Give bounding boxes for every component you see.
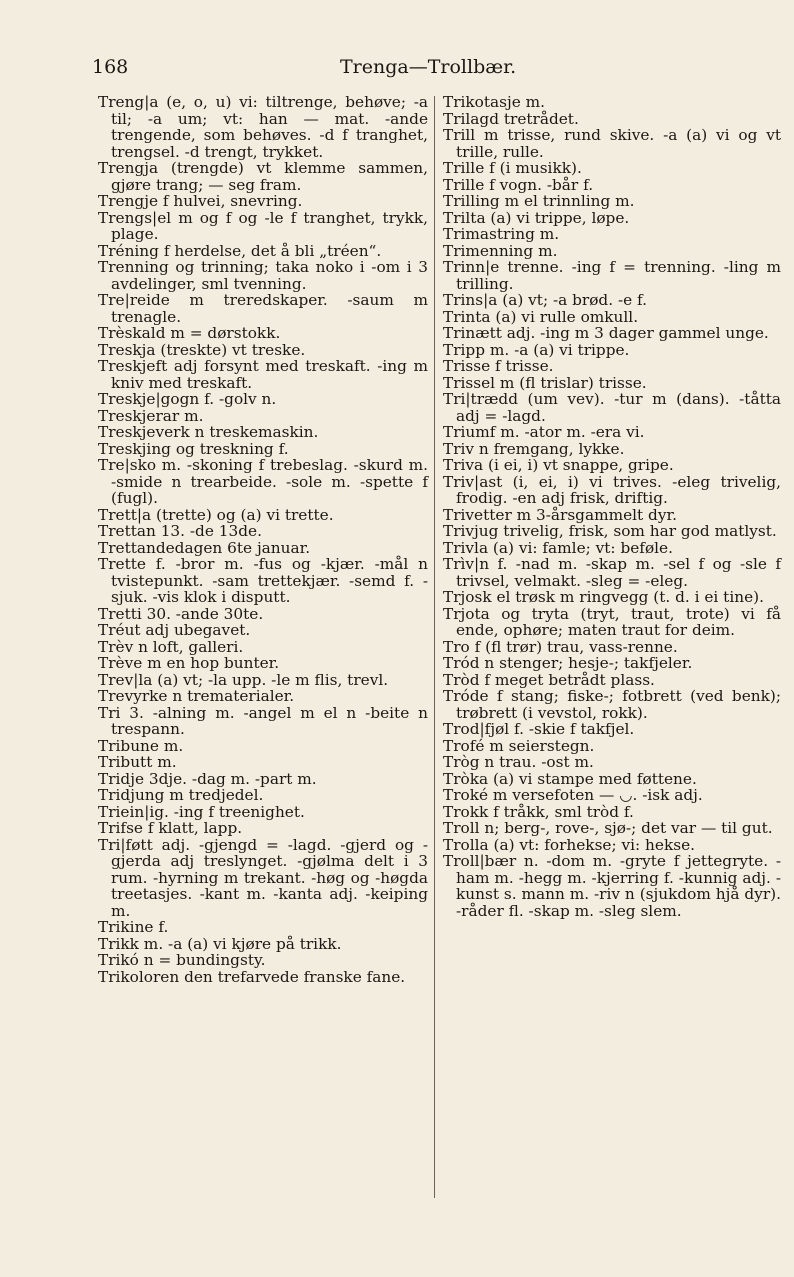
dictionary-entry: Troll n; berg-, rove-, sjø-; det var — til gut. [443,819,773,837]
dictionary-entry: Trengje f hulvei, snevring. [98,192,303,210]
dictionary-entry: Trὸd f meget betrådt plass. [443,670,655,689]
dictionary-entry: Trikine f. [98,918,169,936]
running-title: Trenga—Trollbær. [340,56,517,78]
dictionary-entry: Tróde f stang; fiske-; fotbrett (ved benk); trøbrett (i vevstol, rokk). [443,687,781,722]
dictionary-entry: Trolla (a) vt: forhekse; vi: hekse. [443,835,695,854]
left-column [98,94,428,985]
dictionary-entry: Trimastring m. [443,225,560,243]
dictionary-entry: Treskja (treskte) vt treske. [98,340,306,359]
dictionary-entry: Tretti 30. -ande 30te. [98,604,264,623]
dictionary-entry: Trivjug trivelig, frisk, som har god matlyst. [443,522,777,540]
dictionary-entry: Trὸka (a) vi stampe med føttene. [443,769,697,788]
page-header [92,56,782,86]
dictionary-entry: Trille f (i musikk). [443,159,582,177]
dictionary-entry: Trissel m (fl trislar) trisse. [443,373,647,392]
dictionary-entry: Trenning og trinning; taka noko i -om i 3 avdelinger, sml tvenning. [98,258,428,293]
dictionary-entry: Trèv n loft, galleri. [98,637,244,656]
dictionary-entry: Trifse f klatt, lapp. [98,819,243,837]
dictionary-entry: Tripp m. -a (a) vi trippe. [443,340,630,359]
dictionary-entry: Trjota og tryta (tryt, traut, trote) vi få ende, ophøre; maten traut for deim. [443,604,781,639]
dictionary-entry: Tri|føtt adj. -gjengd = -lagd. -gjerd og -gjerda adj treslynget. -gjølma delt i 3 rum. -hyrning m trekant. -høg og -høgda treetasjes. -kant m. -kanta adj. -keiping m. [98,835,428,920]
dictionary-entry: Trilling m el trinnling m. [443,192,635,210]
dictionary-entry: Trimenning m. [443,241,558,260]
dictionary-entry: Treskjeverk n treskemaskin. [98,423,319,441]
dictionary-entry: Trilagd tretrådet. [443,109,579,128]
dictionary-entry: Trettan 13. -de 13de. [98,522,262,540]
dictionary-entry: Tridje 3dje. -dag m. -part m. [98,769,317,788]
dictionary-entry: Trisse f trisse. [443,357,554,375]
dictionary-entry: Treng|a (e, o, u) vi: tiltrenge, behøve; -a til; -a um; vt: han — mat. -ande trengende, som behøves. -d f tranghet, trengsel. -d trengt, trykket. [98,93,428,161]
dictionary-entry: Trikoloren den trefarvede franske fane. [98,967,406,986]
dictionary-entry: Triumf m. -ator m. -era vi. [443,423,645,441]
right-column [443,94,781,919]
dictionary-entry: Trikó n = bundingsty. [98,951,266,969]
dictionary-entry: Trevyrke n trematerialer. [98,687,295,705]
dictionary-entry: Triein|ig. -ing f treenighet. [98,802,305,821]
dictionary-entry: Trinætt adj. -ing m 3 dager gammel unge. [443,324,769,342]
dictionary-entry: Tributt m. [98,753,177,771]
dictionary-entry: Trève m en hop bunter. [98,654,280,672]
dictionary-entry: Tridjung m tredjedel. [98,786,264,804]
dictionary-entry: Trofé m seierstegn. [443,736,595,755]
dictionary-entry: Treskjeft adj forsynt med treskaft. -ing m kniv med treskaft. [98,357,428,392]
dictionary-entry: Trill m trisse, rund skive. -a (a) vi og vt trille, rulle. [443,126,781,161]
dictionary-entry: Trìv|n f. -nad m. -skap m. -sel f og -sle f trivsel, velmakt. -sleg = -eleg. [443,555,781,590]
dictionary-entry: Triv|ast (i, ei, i) vi trives. -eleg trivelig, frodig. -en adj frisk, driftig. [443,472,781,507]
dictionary-entry: Trette f. -bror m. -fus og -kjær. -mål n tvistepunkt. -sam trettekjær. -semd f. -sjuk. -vis klok i disputt. [98,555,428,606]
dictionary-entry: Trikotasje m. [443,93,546,111]
dictionary-entry: Treskjerar m. [98,406,204,425]
dictionary-entry: Trinta (a) vi rulle omkull. [443,307,639,326]
dictionary-entry: Treskjing og treskning f. [98,439,289,458]
dictionary-entry: Trins|a (a) vt; -a brød. -e f. [443,291,648,309]
dictionary-entry: Trὸg n trau. -ost m. [443,753,594,771]
dictionary-entry: Trivetter m 3-årsgammelt dyr. [443,505,677,524]
dictionary-entry: Tre|reide m treredskaper. -saum m trenagle. [98,291,428,326]
dictionary-entry: Tre|sko m. -skoning f trebeslag. -skurd m. -smide n trearbeide. -sole m. -spette f (fugl). [98,456,428,507]
dictionary-entry: Troll|bær n. -dom m. -gryte f jettegryte. -ham m. -hegg m. -kjerring f. -kunnig adj. -kunst s. mann m. -riv n (sjukdom hjå dyr). -råder fl. -skap m. -sleg slem. [443,852,781,920]
dictionary-entry: Trivla (a) vi: famle; vt: beføle. [443,538,673,557]
page-number: 168 [92,56,129,78]
dictionary-entry: Tréut adj ubegavet. [98,621,251,639]
dictionary-entry: Tri|trædd (um vev). -tur m (dans). -tåtta adj = -lagd. [443,390,781,425]
dictionary-entry: Trev|la (a) vt; -la upp. -le m flis, trevl. [98,670,389,689]
dictionary-entry: Trettandedagen 6te januar. [98,538,311,557]
dictionary-entry: Trengja (trengde) vt klemme sammen, gjøre trang; — seg fram. [98,159,428,194]
column-divider [434,96,435,1198]
dictionary-entry: Trille f vogn. -bår f. [443,175,594,194]
dictionary-entry: Tro f (fl trør) trau, vass-renne. [443,637,678,656]
dictionary-entry: Tri 3. -alning m. -angel m el n -beite n trespann. [98,703,428,738]
dictionary-entry: Trilta (a) vi trippe, løpe. [443,208,630,227]
dictionary-entry: Trinn|e trenne. -ing f = trenning. -ling m trilling. [443,258,781,293]
dictionary-entry: Trett|a (trette) og (a) vi trette. [98,505,334,524]
dictionary-entry: Trèskald m = dørstokk. [98,324,281,342]
dictionary-entry: Troké m versefoten — ◡. -isk adj. [443,786,703,804]
dictionary-entry: Tréning f herdelse, det å bli „tréen“. [98,241,382,260]
dictionary-entry: Tribune m. [98,736,184,755]
dictionary-entry: Trokk f tråkk, sml trὸd f. [443,802,634,821]
dictionary-entry: Trod|fjøl f. -skie f takfjel. [443,720,635,738]
dictionary-entry: Triv n fremgang, lykke. [443,439,625,458]
dictionary-entry: Trόd n stenger; hesje-; takfjeler. [443,654,693,672]
dictionary-entry: Trikk m. -a (a) vi kjøre på trikk. [98,934,342,953]
dictionary-entry: Trengs|el m og f og -le f tranghet, trykk, plage. [98,208,428,243]
dictionary-entry: Triva (i ei, i) vt snappe, gripe. [443,456,674,474]
dictionary-entry: Trjosk el trøsk m ringvegg (t. d. i ei tine). [443,588,764,606]
dictionary-entry: Treskje|gogn f. -golv n. [98,390,277,408]
